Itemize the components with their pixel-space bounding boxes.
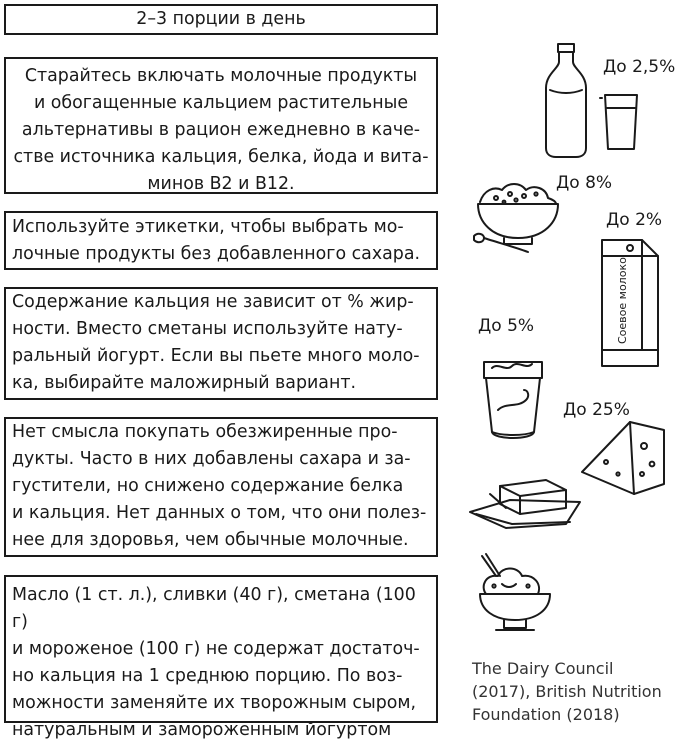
source-line-3: Foundation (2018): [472, 705, 620, 724]
tip-box-4: [4, 417, 438, 557]
servings-header: [4, 4, 438, 35]
tip-box-3: [4, 287, 438, 400]
soy-carton-text: Соевое молоко: [616, 257, 629, 344]
tip-box-5: [4, 575, 438, 740]
tip-text-4: Нет смысла покупать обезжиренные про- дукты. Часто в них добавлены сахара и за- густители, но снижено содержание белка и кальция. Нет данных о том, что они полез- нее для здоровья, чем обычные молочные.: [12, 422, 427, 550]
tip-text-2: Используйте этикетки, чтобы выбрать мо- лочные продукты без добавленного сахара.: [12, 217, 421, 264]
servings-header-text: 2–3 порции в день: [136, 9, 306, 29]
yogurt-fat-label: До 5%: [478, 316, 535, 336]
source-citation: [472, 657, 662, 726]
ice-cream-cup-icon: [472, 550, 558, 640]
butter-dish-icon: [466, 476, 581, 532]
source-line-1: The Dairy Council: [472, 659, 614, 678]
tip-text-1: Старайтесь включать молочные продукты и обогащенные кальцием растительные альтернативы в рацион ежедневно в каче- стве источника кальция, белка, йода и вита- минов B2 и B12.: [13, 66, 429, 194]
milk-bottle-icon: [540, 40, 610, 160]
milk-fat-label: До 2,5%: [603, 57, 676, 77]
tip-text-3: Содержание кальция не зависит от % жир- ности. Вместо сметаны используйте нату- ральный йогурт. Если вы пьете много моло- ка, выбирайте маложирный вариант.: [12, 292, 420, 393]
soy-milk-carton-icon: [596, 232, 666, 372]
tip-box-1: [4, 57, 438, 194]
tip-text-5: Масло (1 ст. л.), сливки (40 г), сметана (100 г) и мороженое (100 г) не содержат достаточ- но кальция на 1 среднюю порцию. По воз- можности заменяйте их творожным сыром, натуральным и замороженным йогуртом: [12, 585, 420, 740]
cheese-fat-label: До 25%: [563, 400, 630, 420]
tip-box-2: [4, 211, 438, 270]
yogurt-cup-icon: [478, 354, 548, 444]
cheese-wedge-icon: [578, 416, 668, 496]
source-line-2: (2017), British Nutrition: [472, 682, 662, 701]
soy-milk-fat-label: До 2%: [606, 210, 663, 230]
cottage-cheese-fat-label: До 8%: [556, 173, 613, 193]
milk-glass-icon: [602, 92, 642, 154]
cottage-cheese-bowl-icon: [466, 176, 566, 266]
